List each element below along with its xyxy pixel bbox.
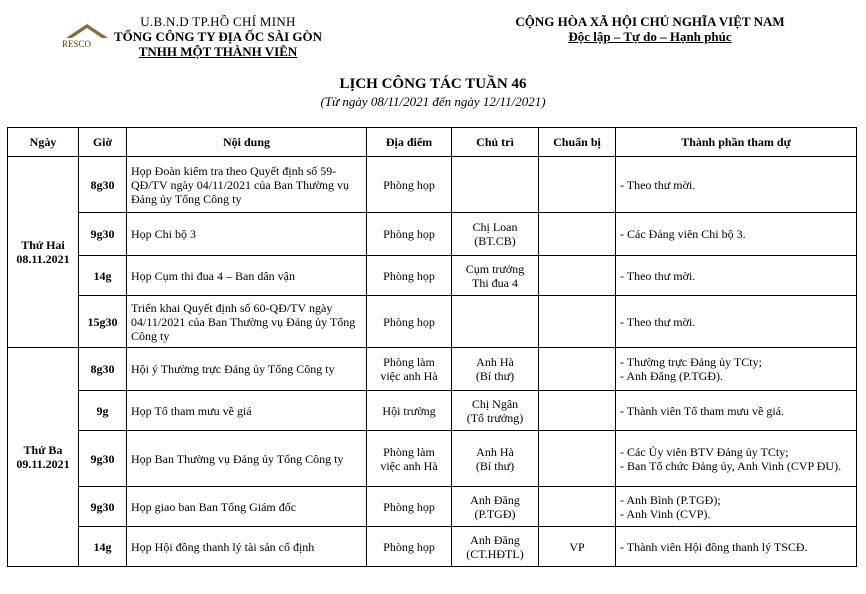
prep-cell — [539, 213, 616, 256]
page-subtitle: (Từ ngày 08/11/2021 đến ngày 12/11/2021) — [320, 94, 546, 109]
table-row — [8, 527, 857, 567]
attendees-cell — [616, 157, 857, 213]
attendees-cell — [616, 487, 857, 527]
col-header-content: Nội dung — [127, 128, 367, 157]
day-date: 09.11.2021 — [16, 457, 70, 471]
place-cell: Phòng họp — [367, 296, 452, 348]
content-cell: Họp Tổ tham mưu về giá — [127, 391, 367, 431]
prep-cell — [539, 348, 616, 391]
attendee-line: - Anh Bình (P.TGĐ); — [620, 492, 721, 507]
header-row — [8, 128, 857, 157]
hour-cell: 9g — [79, 391, 127, 431]
organization-block — [112, 14, 324, 59]
prep-cell — [539, 431, 616, 487]
host-cell — [452, 348, 539, 391]
col-header-host: Chủ trì — [452, 128, 539, 157]
host-cell-line: (Bí thư) — [475, 369, 515, 383]
org-line-1: U.B.N.D TP.HỒ CHÍ MINH — [140, 14, 296, 29]
table-row — [8, 157, 857, 213]
host-cell-line: Anh Đăng — [470, 532, 520, 547]
resco-logo — [62, 22, 112, 50]
day-cell — [8, 348, 79, 567]
col-header-attendees: Thành phần tham dự — [616, 128, 857, 157]
content-cell: Họp Đoàn kiểm tra theo Quyết định số 59-QĐ/TV ngày 04/11/2021 của Ban Thường vụ Đảng ủy Tổng Công ty — [127, 157, 367, 213]
attendees-cell — [616, 391, 857, 431]
place-cell: Phòng họp — [367, 157, 452, 213]
attendees-cell — [616, 296, 857, 348]
host-cell — [452, 391, 539, 431]
place-cell — [367, 348, 452, 391]
attendee-line: - Các Đảng viên Chi bộ 3. — [620, 227, 746, 241]
host-cell-line: Anh Hà — [476, 444, 514, 459]
place-cell: Phòng họp — [367, 256, 452, 296]
hour-cell: 14g — [79, 527, 127, 567]
host-cell-line: Anh Hà — [476, 355, 514, 369]
hour-cell: 9g30 — [79, 487, 127, 527]
content-cell: Họp Hội đồng thanh lý tài sản cố định — [127, 527, 367, 567]
attendee-line: - Theo thư mời. — [620, 177, 696, 192]
content-cell: Triển khai Quyết định số 60-QĐ/TV ngày 04/11/2021 của Ban Thường vụ Đảng ủy Tổng Công ty — [127, 296, 367, 348]
col-header-hour: Giờ — [79, 128, 127, 157]
content-cell: Họp giao ban Ban Tổng Giám đốc — [127, 487, 367, 527]
attendee-line: - Thường trực Đảng ủy TCty; — [620, 355, 762, 369]
attendees-cell — [616, 256, 857, 296]
col-header-prep: Chuẩn bị — [539, 128, 616, 157]
prep-cell — [539, 296, 616, 348]
host-cell — [452, 157, 539, 213]
place-cell: Phòng họp — [367, 527, 452, 567]
content-cell: Họp Cụm thi đua 4 – Ban dân vận — [127, 256, 367, 296]
attendee-line: - Anh Đăng (P.TGĐ). — [620, 369, 723, 383]
content-cell: Họp Chi bộ 3 — [127, 213, 367, 256]
org-line-3: TNHH MỘT THÀNH VIÊN — [138, 44, 298, 59]
table-row — [8, 431, 857, 487]
prep-cell — [539, 487, 616, 527]
content-cell: Họp Ban Thường vụ Đảng ủy Tổng Công ty — [127, 431, 367, 487]
attendee-line: - Thành viên Tổ tham mưu về giá. — [620, 403, 785, 418]
host-cell — [452, 527, 539, 567]
attendee-line: - Anh Vinh (CVP). — [620, 506, 711, 521]
host-cell-line: Thi đua 4 — [472, 275, 518, 290]
hour-cell: 15g30 — [79, 296, 127, 348]
host-cell-line: (Bí thư) — [475, 458, 515, 473]
place-cell: Phòng họp — [367, 487, 452, 527]
place-cell: Phòng họp — [367, 213, 452, 256]
place-cell — [367, 431, 452, 487]
logo-text: RESCO — [62, 39, 92, 49]
org-line-2: TỔNG CÔNG TY ĐỊA ỐC SÀI GÒN — [113, 29, 323, 44]
attendees-cell — [616, 431, 857, 487]
host-cell — [452, 431, 539, 487]
day-name: Thứ Ba — [23, 443, 63, 457]
attendee-line: - Thành viên Hội đồng thanh lý TSCĐ. — [620, 539, 808, 554]
attendees-cell — [616, 213, 857, 256]
table-row — [8, 256, 857, 296]
page-title: LỊCH CÔNG TÁC TUẦN 46 — [339, 76, 527, 92]
host-cell — [452, 213, 539, 256]
attendees-cell — [616, 527, 857, 567]
host-cell-line: Chị Loan — [472, 220, 518, 234]
day-cell — [8, 157, 79, 348]
day-name: Thứ Hai — [21, 238, 65, 252]
day-date: 08.11.2021 — [16, 252, 70, 266]
hour-cell: 9g30 — [79, 431, 127, 487]
col-header-day: Ngày — [8, 128, 79, 157]
host-cell — [452, 256, 539, 296]
place-cell-line: Phòng làm — [383, 355, 435, 369]
table-row — [8, 213, 857, 256]
place-cell: Hội trường — [367, 391, 452, 431]
host-cell-line: Chị Ngân — [471, 396, 519, 411]
place-cell-line: Phòng làm — [383, 444, 435, 459]
attendee-line: - Theo thư mời. — [620, 314, 696, 329]
table-row — [8, 296, 857, 348]
attendees-cell — [616, 348, 857, 391]
host-cell-line: Cụm trưởng — [465, 261, 525, 276]
host-cell — [452, 296, 539, 348]
hour-cell: 8g30 — [79, 157, 127, 213]
attendee-line: - Ban Tổ chức Đảng ủy, Anh Vinh (CVP ĐU). — [620, 458, 842, 473]
col-header-place: Địa điểm — [367, 128, 452, 157]
place-cell-line: việc anh Hà — [380, 369, 438, 383]
host-cell-line: (BT.CB) — [474, 234, 516, 248]
content-cell: Hội ý Thường trực Đảng ủy Tổng Công ty — [127, 348, 367, 391]
host-cell-line: (CT.HĐTL) — [466, 546, 524, 561]
hour-cell: 8g30 — [79, 348, 127, 391]
host-cell — [452, 487, 539, 527]
attendee-line: - Theo thư mời. — [620, 268, 696, 283]
prep-cell — [539, 256, 616, 296]
nation-line-2: Độc lập – Tự do – Hạnh phúc — [568, 29, 732, 44]
nation-line-1: CỘNG HÒA XÃ HỘI CHỦ NGHĨA VIỆT NAM — [515, 14, 785, 29]
table-row — [8, 348, 857, 391]
prep-cell — [539, 391, 616, 431]
host-cell-line: (Tổ trưởng) — [466, 410, 524, 425]
hour-cell: 14g — [79, 256, 127, 296]
place-cell-line: việc anh Hà — [380, 458, 438, 473]
hour-cell: 9g30 — [79, 213, 127, 256]
table-row — [8, 487, 857, 527]
host-cell-line: Anh Đăng — [470, 492, 520, 507]
national-motto — [480, 14, 820, 44]
host-cell-line: (P.TGĐ) — [474, 506, 516, 521]
schedule-table — [7, 127, 857, 567]
prep-cell — [539, 157, 616, 213]
prep-cell: VP — [539, 527, 616, 567]
table-row — [8, 391, 857, 431]
attendee-line: - Các Ủy viên BTV Đảng ủy TCty; — [620, 444, 789, 459]
